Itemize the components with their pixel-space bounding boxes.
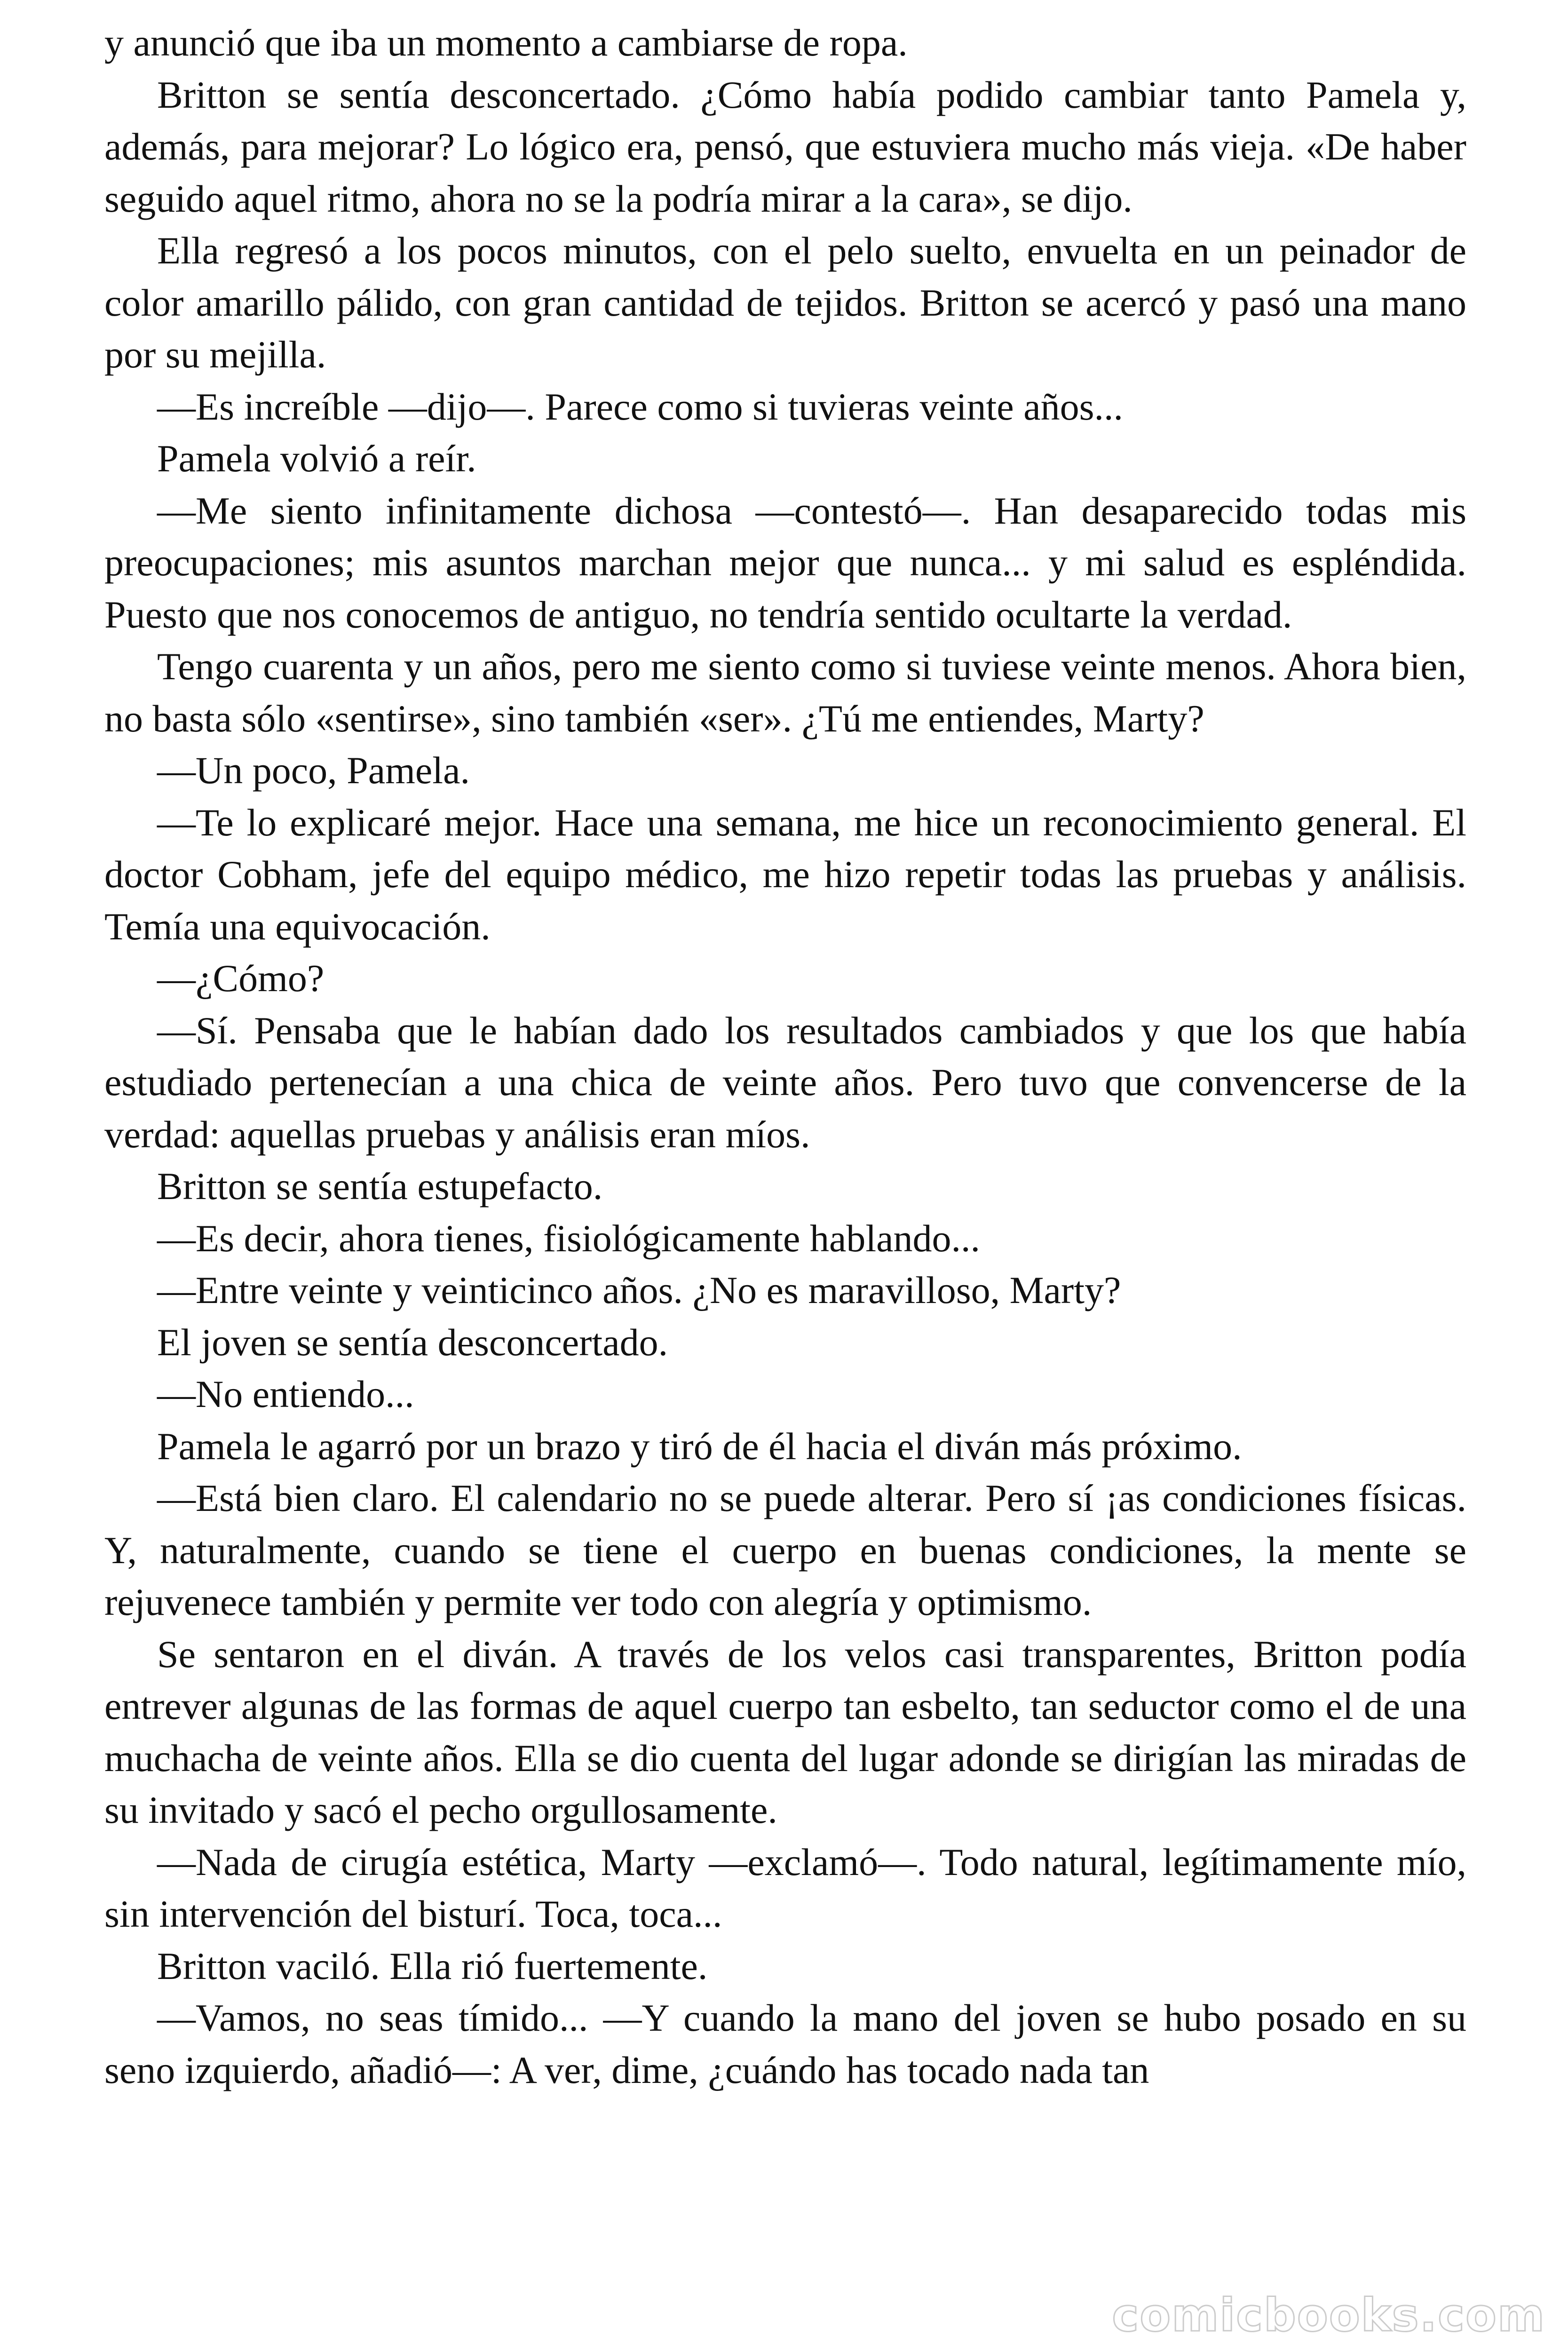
paragraph: —No entiendo... (157, 1373, 414, 1415)
paragraph: Britton se sentía estupefacto. (157, 1165, 603, 1208)
paragraph: Pamela le agarró por un brazo y tiró de él hacia el diván más próximo. (157, 1424, 1242, 1468)
paragraph: Britton vaciló. Ella rió fuertemente. (157, 1944, 708, 1987)
body-text (104, 17, 1466, 2096)
paragraph: —Vamos, no seas tímido... —Y cuando la mano del joven se hubo posado en su seno izquierdo, añadió—: A ver, dime, ¿cuándo has tocado nada tan (104, 1996, 1466, 2091)
paragraph: —Es increíble —dijo—. Parece como si tuvieras veinte años... (157, 385, 1124, 428)
paragraph: —Está bien claro. El calendario no se puede alterar. Pero sí ¡as condiciones físicas. Y, naturalmente, cuando se tiene el cuerpo en buenas condiciones, la mente se rejuvenece también y permite ver todo con alegría y optimismo. (104, 1477, 1466, 1623)
paragraph: —Nada de cirugía estética, Marty —exclamó—. Todo natural, legítimamente mío, sin intervención del bisturí. Toca, toca... (104, 1840, 1466, 1935)
paragraph: Pamela volvió a reír. (157, 437, 476, 480)
paragraph: —¿Cómo? (157, 957, 325, 1000)
paragraph: —Es decir, ahora tienes, fisiológicamente hablando... (157, 1216, 981, 1260)
paragraph: —Sí. Pensaba que le habían dado los resultados cambiados y que los que había estudiado pertenecían a una chica de veinte años. Pero tuvo que convencerse de la verdad: aquellas pruebas y análisis eran míos. (104, 1009, 1466, 1156)
paragraph: Britton se sentía desconcertado. ¿Cómo había podido cambiar tanto Pamela y, además, para mejorar? Lo lógico era, pensó, que estuviera mucho más vieja. «De haber seguido aquel ritmo, ahora no se la podría mirar a la cara», se dijo. (104, 73, 1466, 220)
paragraph: Ella regresó a los pocos minutos, con el pelo suelto, envuelta en un peinador de color amarillo pálido, con gran cantidad de tejidos. Britton se acercó y pasó una mano por su mejilla. (104, 229, 1466, 376)
paragraph: Tengo cuarenta y un años, pero me siento como si tuviese veinte menos. Ahora bien, no basta sólo «sentirse», sino también «ser». ¿Tú me entiendes, Marty? (104, 645, 1466, 740)
paragraph: —Te lo explicaré mejor. Hace una semana, me hice un reconocimiento general. El doctor Cobham, jefe del equipo médico, me hizo repetir todas las pruebas y análisis. Temía una equivocación. (104, 801, 1466, 948)
paragraph: —Un poco, Pamela. (157, 749, 470, 792)
paragraph: —Entre veinte y veinticinco años. ¿No es maravilloso, Marty? (157, 1269, 1121, 1311)
paragraph: El joven se sentía desconcertado. (157, 1320, 668, 1364)
paragraph: Se sentaron en el diván. A través de los velos casi transparentes, Britton podía entrever algunas de las formas de aquel cuerpo tan esbelto, tan seductor como el de una muchacha de veinte años. Ella se dio cuenta del lugar adonde se dirigían las miradas de su invitado y sacó el pecho orgullosamente. (104, 1632, 1466, 1831)
watermark: comicbooks.com (1112, 2289, 1545, 2342)
paragraph: —Me siento infinitamente dichosa —contestó—. Han desaparecido todas mis preocupaciones; mis asuntos marchan mejor que nunca... y mi salud es espléndida. Puesto que nos conocemos de antiguo, no tendría sentido ocultarte la verdad. (104, 489, 1466, 636)
paragraph: y anunció que iba un momento a cambiarse de ropa. (104, 21, 908, 64)
